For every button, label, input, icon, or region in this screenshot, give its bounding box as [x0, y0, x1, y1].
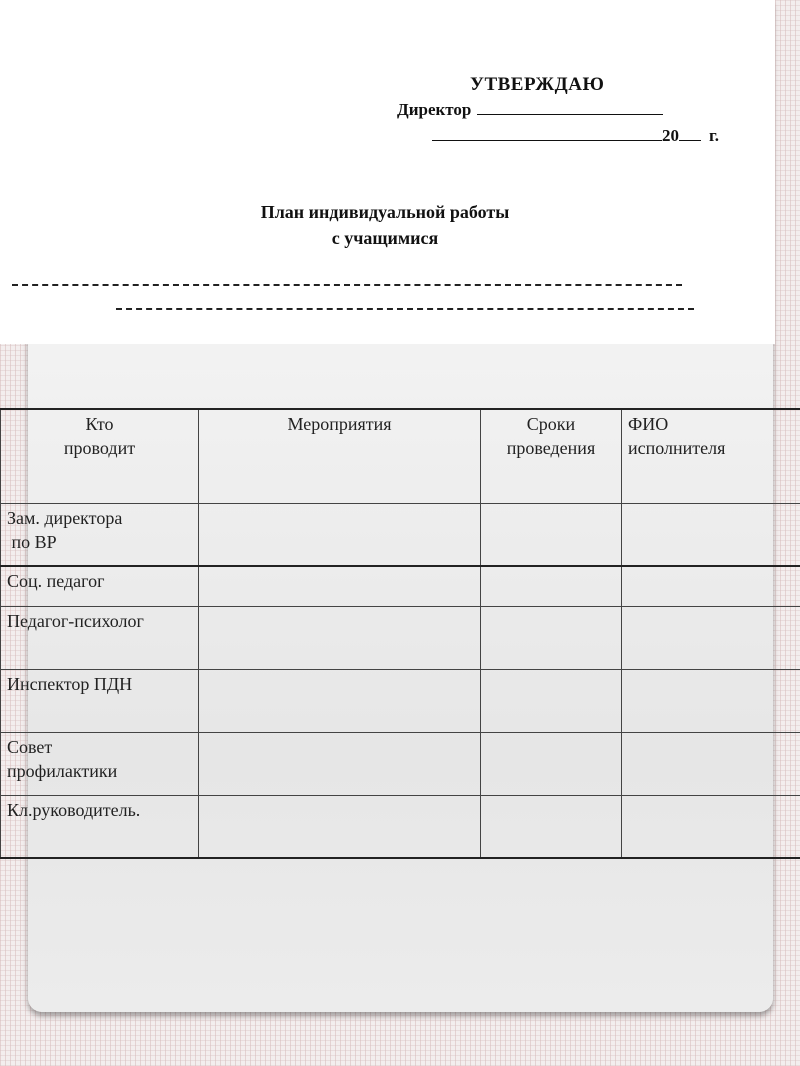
activities-cell[interactable] [199, 669, 481, 732]
year-prefix: 20 [662, 126, 679, 145]
plan-title-line1: План индивидуальной работы [260, 202, 510, 222]
dates-cell[interactable] [481, 566, 622, 606]
header-who: Кто проводит [1, 409, 199, 503]
approval-date [432, 126, 719, 146]
table-row [1, 795, 800, 858]
header-executor: ФИО исполнителя [622, 409, 800, 503]
activities-cell[interactable] [199, 606, 481, 669]
dates-cell[interactable] [481, 795, 622, 858]
plan-title-line2: с учащимися [331, 228, 439, 248]
row-who-cell: Соц. педагог [1, 566, 199, 606]
header-activities: Мероприятия [199, 409, 481, 503]
executor-cell[interactable] [622, 795, 800, 858]
row-who-cell: Совет профилактики [1, 732, 199, 795]
table-row [1, 606, 800, 669]
executor-cell[interactable] [622, 669, 800, 732]
dates-cell[interactable] [481, 503, 622, 566]
document-header [0, 0, 775, 344]
activities-cell[interactable] [199, 732, 481, 795]
dashed-line [116, 308, 694, 310]
activities-cell[interactable] [199, 566, 481, 606]
table-header-row [1, 409, 800, 503]
activities-cell[interactable] [199, 503, 481, 566]
director-signature-line [477, 100, 663, 115]
activities-cell[interactable] [199, 795, 481, 858]
executor-cell[interactable] [622, 566, 800, 606]
date-blank-line [432, 126, 662, 141]
dashed-line [12, 284, 682, 286]
approval-director [397, 100, 663, 120]
plan-title [200, 199, 570, 251]
dates-cell[interactable] [481, 606, 622, 669]
table-row [1, 732, 800, 795]
row-who-cell: Педагог-психолог [1, 606, 199, 669]
director-label: Директор [397, 100, 472, 119]
executor-cell[interactable] [622, 606, 800, 669]
table-row [1, 503, 800, 566]
plan-table [0, 408, 800, 859]
year-suffix: г. [709, 126, 720, 145]
executor-cell[interactable] [622, 503, 800, 566]
dates-cell[interactable] [481, 669, 622, 732]
row-who-cell: Кл.руководитель. [1, 795, 199, 858]
table-row [1, 669, 800, 732]
executor-cell[interactable] [622, 732, 800, 795]
table-row [1, 566, 800, 606]
row-who-cell: Зам. директора по ВР [1, 503, 199, 566]
dates-cell[interactable] [481, 732, 622, 795]
year-blank-line [679, 126, 701, 141]
header-dates: Сроки проведения [481, 409, 622, 503]
approval-title: УТВЕРЖДАЮ [470, 74, 605, 95]
row-who-cell: Инспектор ПДН [1, 669, 199, 732]
